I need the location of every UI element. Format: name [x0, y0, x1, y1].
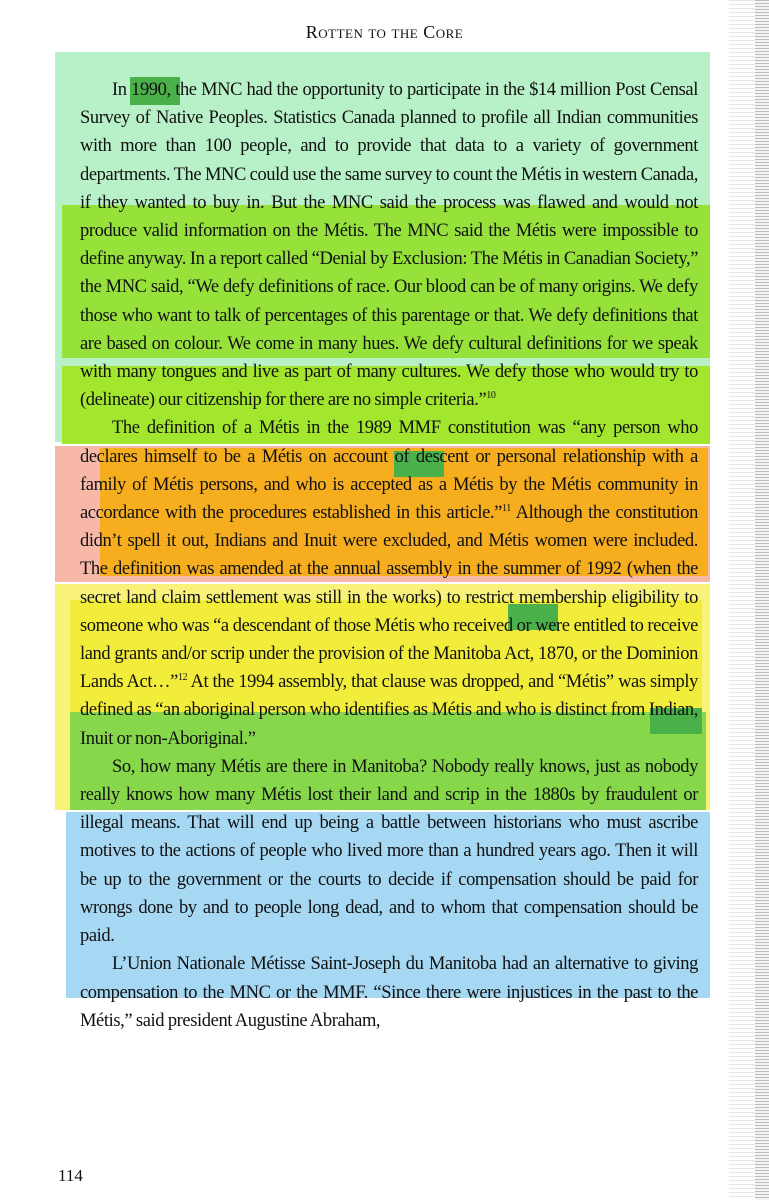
paragraph-4 — [80, 950, 698, 1035]
paragraph-4-text: L’Union Nationale Métisse Saint-Joseph du Manitoba had an alternative to giving compensation to the MNC or the MMF. “Since there were injustices in the past to the Métis,” said president Augustine Abraham, — [80, 954, 698, 1031]
paragraph-2-text-b: Although the constitution didn’t spell it out, Indians and Inuit were excluded, and Métis women were included. The definition was amended at the annual assembly in the summer of 1992 (when the secret land claim settlement was still in the works) to restrict membership eligibility to someone who was “a descendant of those Métis who received or were entitled to receive land grants and/or scrip under the provision of the Manitoba Act, 1870, or the Dominion Lands Act…” — [80, 503, 698, 693]
footnote-ref-11: 11 — [501, 502, 511, 514]
running-head: Rotten to the Core — [305, 22, 464, 42]
paragraph-1 — [80, 76, 698, 414]
page-number: 114 — [58, 1166, 83, 1185]
footnote-ref-12: 12 — [177, 672, 188, 684]
page-binding-edge — [755, 0, 769, 1200]
paragraph-2 — [80, 414, 698, 752]
footnote-ref-10: 10 — [486, 390, 496, 402]
paragraph-1-text: In 1990, the MNC had the opportunity to participate in the $14 million Post Censal Survey of Native Peoples. Statistics Canada planned to profile all Indian communities with more than 100 people, and to provide that data to a variety of government departments. The MNC could use the same survey to count the Métis in western Canada, if they wanted to buy in. But the MNC said the process was flawed and would not produce valid information on the Métis. The MNC said the Métis were impossible to define anyway. In a report called “Denial by Exclusion: The Métis in Canadian Society,” the MNC said, “We defy definitions of race. Our blood can be of many origins. We defy those who want to talk of percentages of this parentage or that. We defy definitions that are based on colour. We come in many hues. We defy cultural definitions for we speak with many tongues and live as part of many cultures. We defy those who would try to (delineate) our citizenship for there are no simple criteria.” — [80, 80, 698, 411]
body-text — [80, 76, 698, 1035]
paragraph-3 — [80, 753, 698, 950]
paragraph-2-text-a: The definition of a Métis in the 1989 MMF constitution was “any person who declares himself to be a Métis on account of descent or personal relationship with a family of Métis persons, and who is accepted as a Métis by the Métis community in accordance with the procedures established in this article.” — [80, 418, 698, 524]
paragraph-3-text: So, how many Métis are there in Manitoba? Nobody really knows, just as nobody really knows how many Métis lost their land and scrip in the 1880s by fraudulent or illegal means. That will end up being a battle between historians who must ascribe motives to the actions of people who lived more than a hundred years ago. Then it will be up to the government or the courts to decide if compensation should be paid for wrongs done by and to people long dead, and to whom that compensation should be paid. — [80, 756, 698, 947]
paragraph-2-text-c: At the 1994 assembly, that clause was dropped, and “Métis” was simply defined as “an aboriginal person who identifies as Métis and who is distinct from Indian, Inuit or non-Aboriginal.” — [80, 672, 698, 749]
